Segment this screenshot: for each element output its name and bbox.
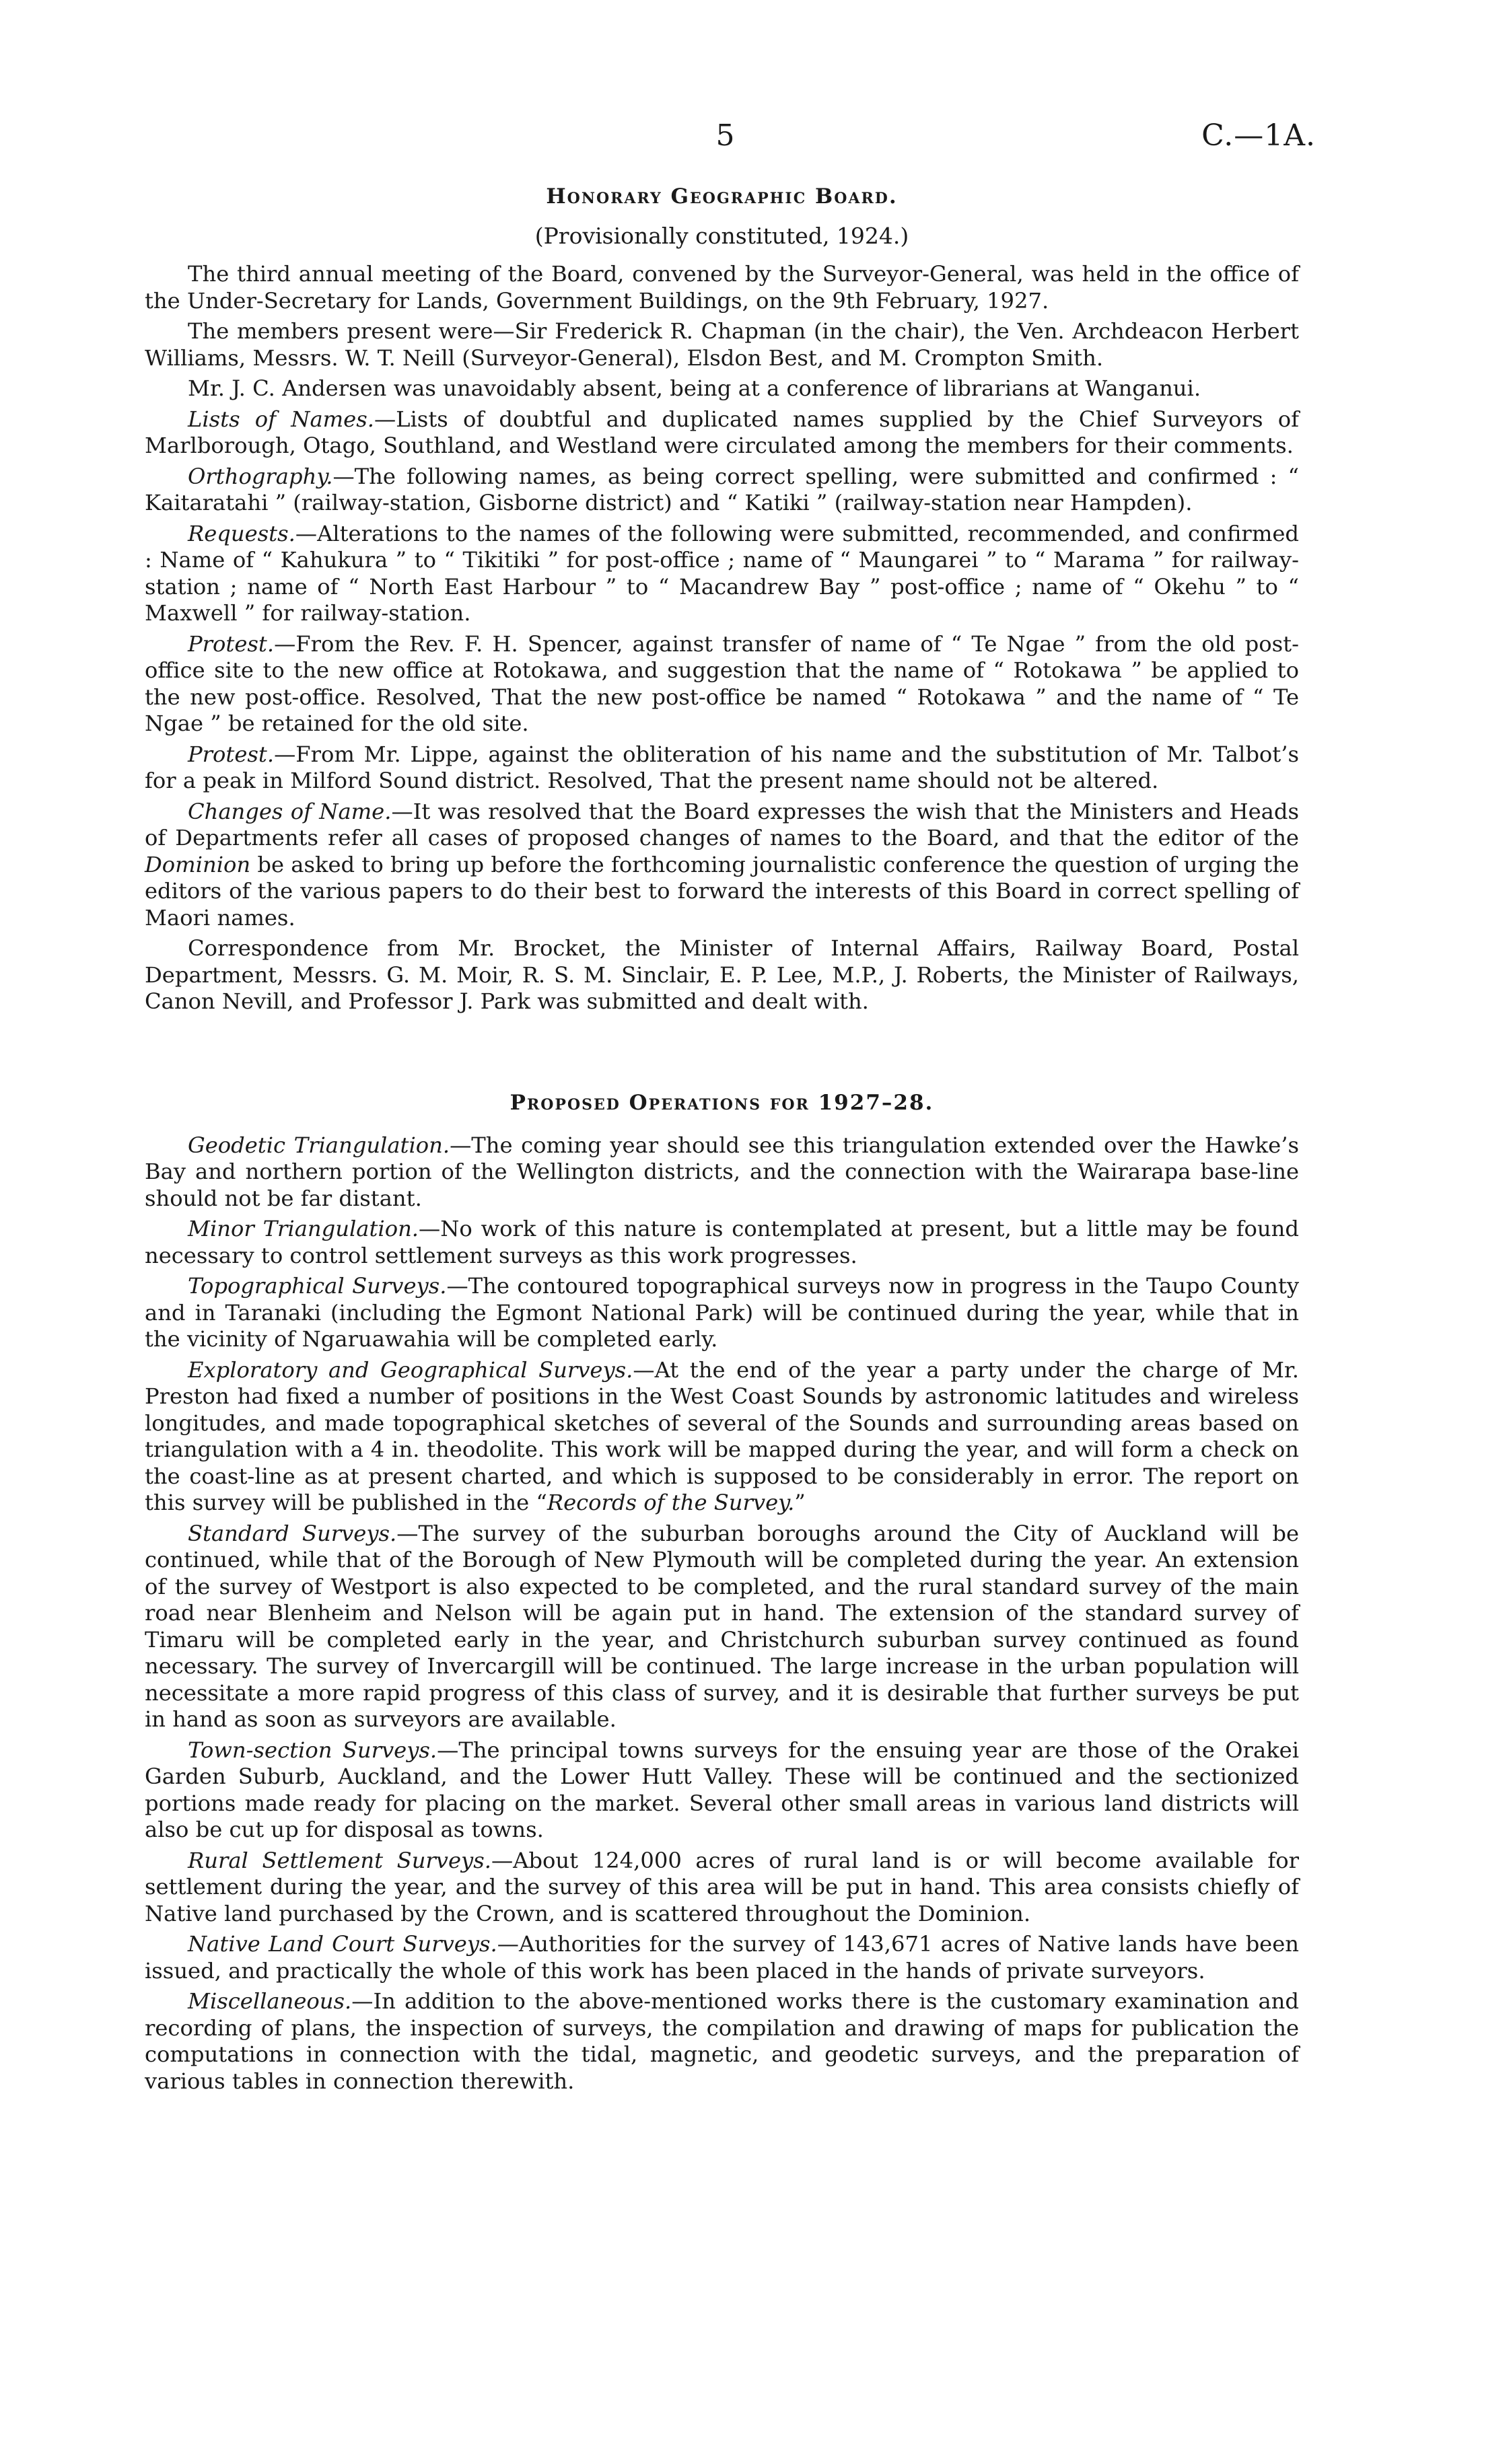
paragraph-heading: Requests.: [188, 520, 295, 546]
paragraph-text: —The coming year should see this triangulation extended over the Hawke’s Bay and northern portion of the Wellington districts, and the connection with the Wairarapa base-line should not be far distant.: [145, 1132, 1299, 1211]
paragraph: [145, 1848, 1299, 1928]
paragraph-text: —The principal towns surveys for the ensuing year are those of the Orakei Garden Suburb, Auckland, and the Lower Hutt Valley. These will be continued and the sectionized portions made ready for placing on the market. Several other small areas in various land districts will also be cut up for disposal as towns.: [145, 1737, 1299, 1842]
paragraph: [145, 799, 1299, 932]
paragraph: [145, 1988, 1299, 2095]
paragraph: [145, 521, 1299, 627]
paragraph-text: —Alterations to the names of the following were submitted, recommended, and confirmed : Name of “ Kahukura ” to “ Tikitiki ” for post-office ; name of “ Maungarei ” to “ Marama ” for railway-station ; name of “ North East Harbour ” to “ Macandrew Bay ” post-office ; name of “ Okehu ” to “ Maxwell ” for railway-station.: [145, 520, 1299, 626]
paragraph-heading: Rural Settlement Surveys.: [188, 1847, 491, 1873]
section-subtitle: (Provisionally constituted, 1924.): [534, 223, 909, 249]
paragraph-text: —It was resolved that the Board expresses the wish that the Ministers and Heads of Departments refer all cases of proposed changes of names to the Board, and that the editor of the: [145, 798, 1299, 850]
paragraph: [145, 318, 1299, 371]
paragraph-text: —The contoured topographical surveys now in progress in the Taupo County and in Taranaki (including the Egmont National Park) will be continued during the year, while that in the vicinity of Ngaruawahia will be completed early.: [145, 1273, 1300, 1352]
paragraph-text-tail: ”: [794, 1490, 806, 1515]
paragraph: [145, 631, 1299, 737]
paragraph: [145, 406, 1299, 460]
paragraph-heading: Protest.: [188, 741, 275, 767]
board-paragraphs: [145, 261, 1299, 1015]
paragraph-text: —At the end of the year a party under the charge of Mr. Preston had fixed a number of positions in the West Coast Sounds by astronomic latitudes and wireless longitudes, and made topographical sketches of several of the Sounds and surrounding areas based on triangulation with a 4 in. theodolite. This work will be mapped during the year, and will form a check on the coast-line as at present charted, and which is supposed to be considerably in error. The report on this survey will be published in the “: [145, 1356, 1299, 1515]
paragraph: [145, 1521, 1299, 1733]
paragraph-text: —No work of this nature is contemplated at present, but a little may be found necessary to control settlement surveys as this work progresses.: [145, 1216, 1299, 1268]
section-title: Honorary Geographic Board.: [546, 184, 898, 209]
paragraph-text-tail: be asked to bring up before the forthcoming journalistic conference the question of urging the editors of the various papers to do their best to forward the interests of this Board in correct spelling of Maori names.: [145, 851, 1299, 931]
paragraph-heading: Minor Triangulation.: [188, 1216, 419, 1241]
proposed-operations-section: [145, 1088, 1299, 2095]
section-title: Proposed Operations for 1927–28.: [509, 1090, 934, 1115]
emphasized-title: Records of the Survey.: [547, 1490, 795, 1515]
emphasized-title: Dominion: [145, 851, 251, 877]
honorary-geographic-board-section: [145, 182, 1299, 1015]
paragraph-text: —Authorities for the survey of 143,671 acres of Native lands have been issued, and practically the whole of this work has been placed in the hands of private surveyors.: [145, 1931, 1299, 1984]
paragraph-text: —About 124,000 acres of rural land is or will become available for settlement during the year, and the survey of this area will be put in hand. This area consists chiefly of Native land purchased by the Crown, and is scattered throughout the Dominion.: [145, 1847, 1299, 1926]
paragraph-text: —From the Rev. F. H. Spencer, against transfer of name of “ Te Ngae ” from the old post-office site to the new office at Rotokawa, and suggestion that the name of “ Rotokawa ” be applied to the new post-office. Resolved, That the new post-office be named “ Rotokawa ” and the name of “ Te Ngae ” be retained for the old site.: [145, 630, 1299, 736]
paragraph-heading: Lists of Names.: [188, 406, 374, 432]
paragraph-text: The members present were—Sir Frederick R. Chapman (in the chair), the Ven. Archdeacon Herbert Williams, Messrs. W. T. Neill (Surveyor-General), Elsdon Best, and M. Crompton Smith.: [145, 318, 1299, 371]
paragraph-text: —The following names, as being correct spelling, were submitted and confirmed : “ Kaitaratahi ” (railway-station, Gisborne district) and “ Katiki ” (railway-station near Hampden).: [145, 463, 1299, 515]
paragraph: [145, 1273, 1299, 1353]
paragraph-text: —Lists of doubtful and duplicated names supplied by the Chief Surveyors of Marlborough, Otago, Southland, and Westland were circulated among the members for their comments.: [145, 406, 1299, 458]
paragraph-heading: Topographical Surveys.: [188, 1273, 447, 1299]
paragraph: [145, 1132, 1299, 1212]
paragraph-heading: Changes of Name.: [188, 798, 392, 824]
paragraph-text: Mr. J. C. Andersen was unavoidably absent, being at a conference of librarians at Wanganui.: [188, 375, 1201, 401]
paragraph-heading: Town-section Surveys.: [188, 1737, 437, 1763]
paragraph: [145, 261, 1299, 314]
paragraph: [145, 741, 1299, 795]
page-number: 5: [715, 118, 735, 153]
operations-paragraphs: [145, 1132, 1299, 2095]
document-body: [145, 182, 1299, 2099]
paragraph-text: —In addition to the above-mentioned works there is the customary examination and recording of plans, the inspection of surveys, the compilation and drawing of maps for publication the computations in connection with the tidal, magnetic, and geodetic surveys, and the preparation of various tables in connection therewith.: [145, 1988, 1299, 2094]
paragraph-text: Correspondence from Mr. Brocket, the Minister of Internal Affairs, Railway Board, Postal Department, Messrs. G. M. Moir, R. S. M. Sinclair, E. P. Lee, M.P., J. Roberts, the Minister of Railways, Canon Nevill, and Professor J. Park was submitted and dealt with.: [145, 935, 1299, 1014]
paragraph: [145, 1931, 1299, 1984]
paragraph-heading: Geodetic Triangulation.: [188, 1132, 450, 1158]
paragraph: [145, 464, 1299, 517]
paragraph-heading: Orthography.: [188, 463, 333, 489]
paragraph-text: —From Mr. Lippe, against the obliteration of his name and the substitution of Mr. Talbot’s for a peak in Milford Sound district. Resolved, That the present name should not be altered.: [145, 741, 1299, 793]
paragraph-heading: Miscellaneous.: [188, 1988, 352, 2014]
page-header: [135, 116, 1316, 163]
paragraph: [145, 935, 1299, 1015]
paragraph-heading: Protest.: [188, 630, 275, 657]
paragraph-text: The third annual meeting of the Board, convened by the Surveyor-General, was held in the office of the Under-Secretary for Lands, Government Buildings, on the 9th February, 1927.: [145, 261, 1299, 314]
paragraph-heading: Exploratory and Geographical Surveys.: [188, 1356, 633, 1383]
paragraph: [145, 1216, 1299, 1269]
paragraph: [145, 375, 1299, 402]
paragraph: [145, 1357, 1299, 1517]
paragraph-heading: Native Land Court Surveys.: [188, 1931, 497, 1957]
paragraph: [145, 1737, 1299, 1844]
paragraph-heading: Standard Surveys.: [188, 1520, 397, 1546]
paragraph-text: —The survey of the suburban boroughs around the City of Auckland will be continued, while that of the Borough of New Plymouth will be completed during the year. An extension of the survey of Westport is also expected to be completed, and the rural standard survey of the main road near Blenheim and Nelson will be again put in hand. The extension of the standard survey of Timaru will be completed early in the year, and Christchurch suburban survey continued as found necessary. The survey of Invercargill will be continued. The large increase in the urban population will necessitate a more rapid progress of this class of survey, and it is desirable that further surveys be put in hand as soon as surveyors are available.: [145, 1520, 1299, 1732]
paper-reference: C.—1A.: [1201, 118, 1316, 153]
